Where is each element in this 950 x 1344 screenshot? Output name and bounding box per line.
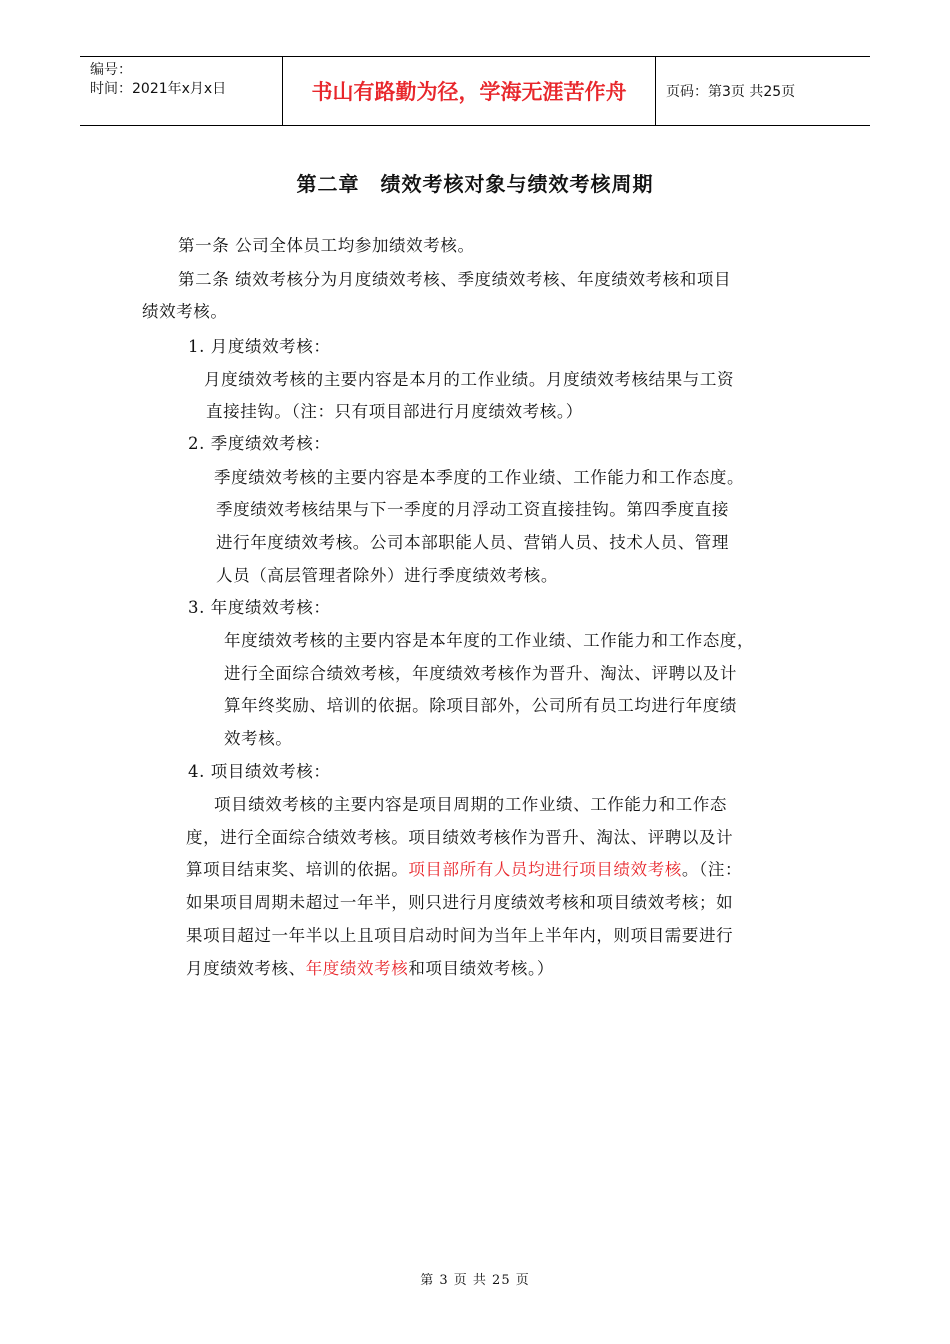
project-line-2: 度，进行全面综合绩效考核。项目绩效考核作为晋升、淘汰、评聘以及计 xyxy=(186,828,734,847)
monthly-heading: 1. 月度绩效考核： xyxy=(188,337,331,356)
header-motto: 书山有路勤为径，学海无涯苦作舟 xyxy=(282,57,656,125)
header-time-label: 时间：2021年x月x日 xyxy=(90,81,227,97)
project-line-4: 如果项目周期未超过一年半，则只进行月度绩效考核和项目绩效考核；如 xyxy=(186,893,734,912)
header-meta xyxy=(80,57,282,125)
quarterly-line-1: 季度绩效考核的主要内容是本季度的工作业绩、工作能力和工作态度。 xyxy=(214,468,745,487)
header-number-label: 编号： xyxy=(90,62,132,78)
annual-heading: 3. 年度绩效考核： xyxy=(188,598,331,617)
project-heading: 4. 项目绩效考核： xyxy=(188,762,331,781)
annual-line-4: 效考核。 xyxy=(224,729,293,748)
quarterly-line-3: 进行年度绩效考核。公司本部职能人员、营销人员、技术人员、管理 xyxy=(216,533,729,552)
header-page-info: 页码：第3页 共25页 xyxy=(666,84,796,100)
annual-line-3: 算年终奖励、培训的依据。除项目部外，公司所有员工均进行年度绩 xyxy=(224,696,737,715)
annual-line-1: 年度绩效考核的主要内容是本年度的工作业绩、工作能力和工作态度， xyxy=(224,631,755,650)
project-line-3-pre: 算项目结束奖、培训的依据。 xyxy=(186,860,409,879)
article-2-line-1: 第二条 绩效考核分为月度绩效考核、季度绩效考核、年度绩效考核和项目 xyxy=(178,270,732,289)
project-line-5: 果项目超过一年半以上且项目启动时间为当年上半年内，则项目需要进行 xyxy=(186,926,734,945)
project-line-6-highlight: 年度绩效考核 xyxy=(305,959,409,978)
project-line-3-highlight: 项目部所有人员均进行项目绩效考核 xyxy=(408,860,682,879)
article-2-line-2: 绩效考核。 xyxy=(142,302,228,321)
project-line-6 xyxy=(186,957,554,981)
article-1: 第一条 公司全体员工均参加绩效考核。 xyxy=(178,236,475,255)
quarterly-heading: 2. 季度绩效考核： xyxy=(188,434,331,453)
project-line-6-post: 和项目绩效考核。） xyxy=(408,959,554,978)
project-line-6-pre: 月度绩效考核、 xyxy=(186,959,306,978)
project-line-3 xyxy=(186,858,742,882)
document-header xyxy=(80,56,870,126)
chapter-title: 第二章 绩效考核对象与绩效考核周期 xyxy=(296,172,654,196)
quarterly-line-2: 季度绩效考核结果与下一季度的月浮动工资直接挂钩。第四季度直接 xyxy=(216,500,729,519)
monthly-line-2: 直接挂钩。（注：只有项目部进行月度绩效考核。） xyxy=(206,402,583,421)
monthly-line-1: 月度绩效考核的主要内容是本月的工作业绩。月度绩效考核结果与工资 xyxy=(204,370,735,389)
quarterly-line-4: 人员（高层管理者除外）进行季度绩效考核。 xyxy=(216,566,558,585)
project-line-1: 项目绩效考核的主要内容是项目周期的工作业绩、工作能力和工作态 xyxy=(214,795,727,814)
project-line-3-post: 。（注： xyxy=(681,860,743,879)
annual-line-2: 进行全面综合绩效考核，年度绩效考核作为晋升、淘汰、评聘以及计 xyxy=(224,664,737,683)
page-footer: 第 3 页 共 25 页 xyxy=(420,1273,530,1288)
